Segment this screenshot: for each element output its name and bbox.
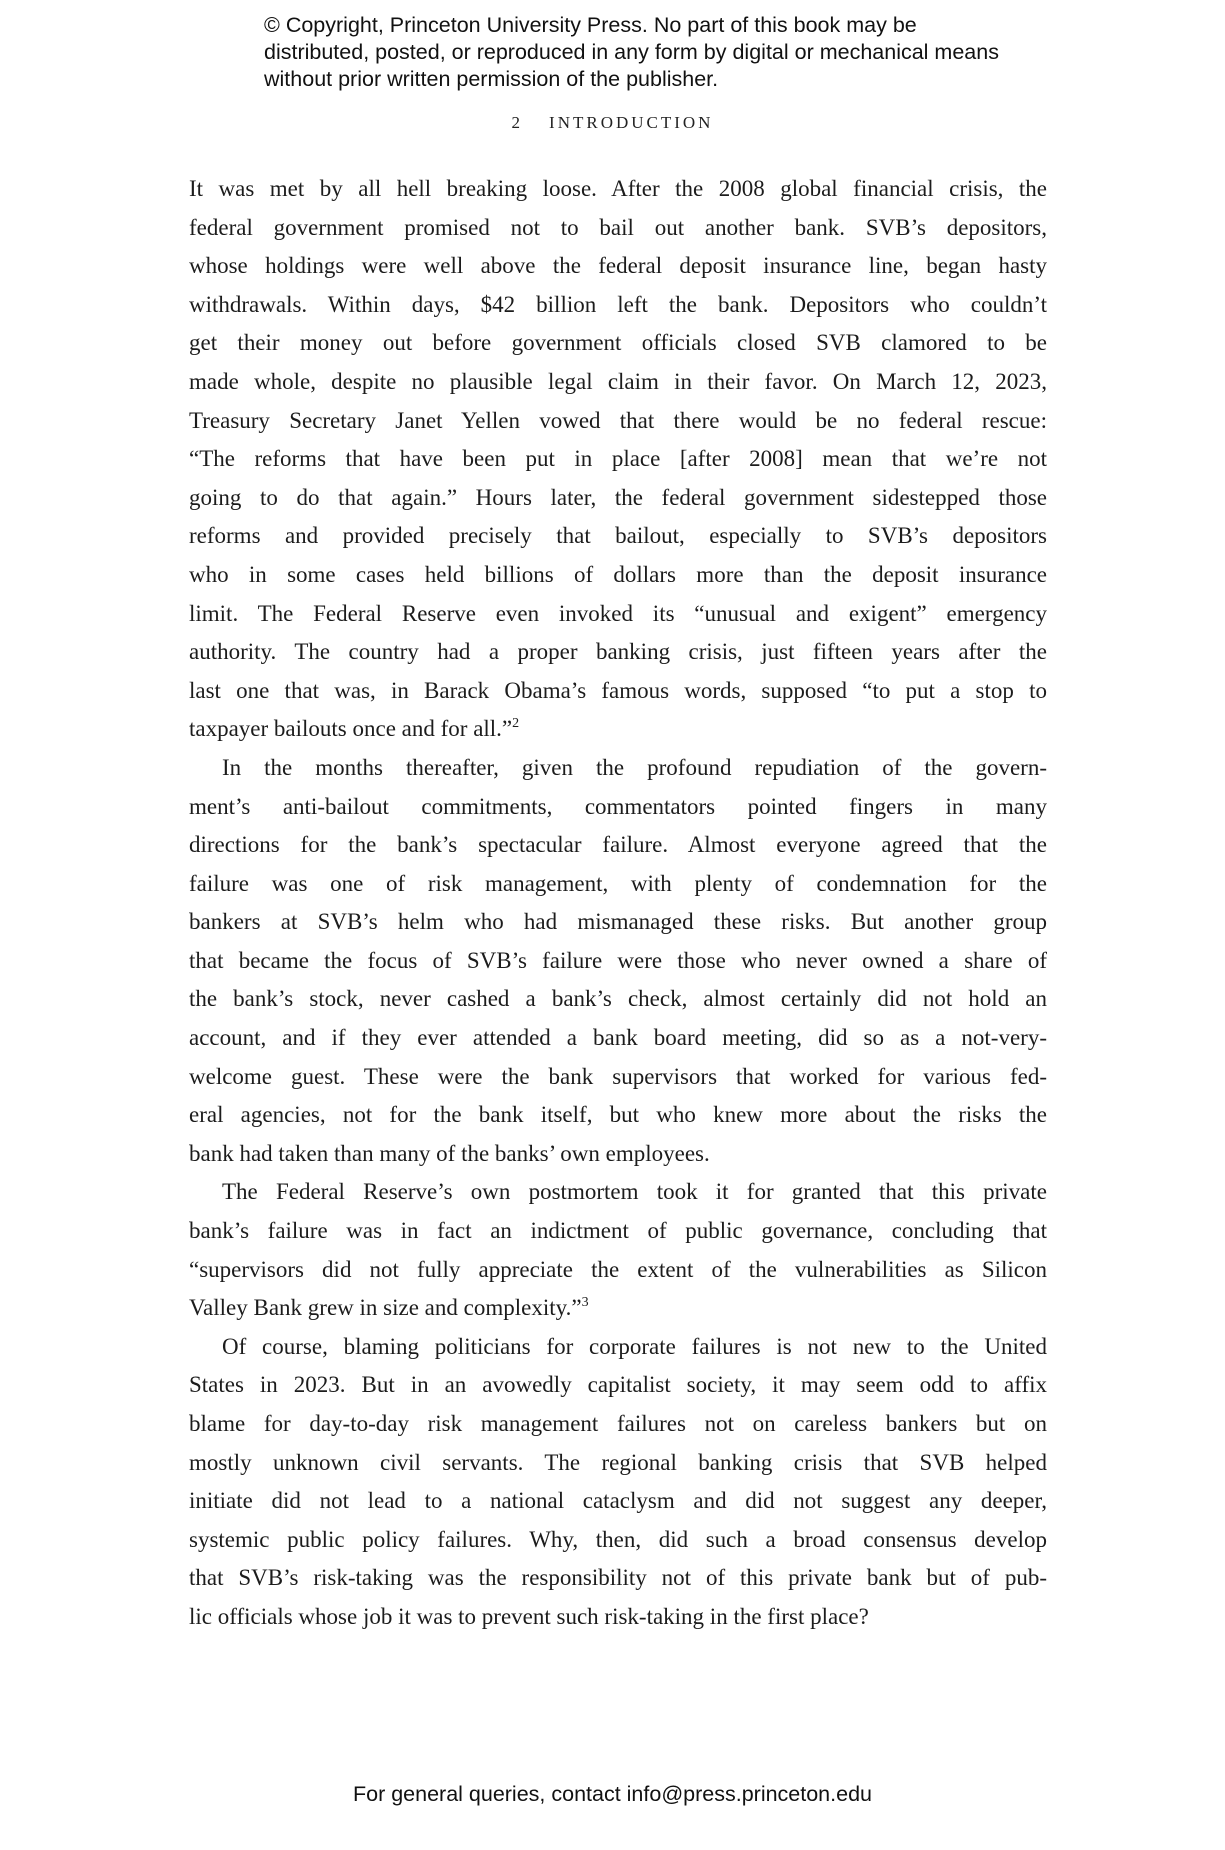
line-text: “supervisors did not fully appreciate the extent of the vulnerabilities as Silicon — [189, 1256, 1047, 1282]
text-line — [189, 633, 1047, 672]
text-line — [189, 1058, 1047, 1097]
line-text: Treasury Secretary Janet Yellen vowed that there would be no federal rescue: — [189, 407, 1047, 433]
line-text: welcome guest. These were the bank supervisors that worked for various fed- — [189, 1063, 1047, 1089]
line-text: bankers at SVB’s helm who had mismanaged these risks. But another group — [189, 909, 1047, 935]
text-line — [189, 1598, 1047, 1637]
line-text: get their money out before government officials closed SVB clamored to be — [189, 330, 1047, 356]
text-line — [189, 749, 1047, 788]
line-text: Of course, blaming politicians for corporate failures is not new to the United — [222, 1333, 1047, 1359]
line-text: mostly unknown civil servants. The regional banking crisis that SVB helped — [189, 1449, 1047, 1475]
line-text: taxpayer bailouts once and for all.” — [189, 716, 513, 742]
text-line — [189, 788, 1047, 827]
line-text: ment’s anti-bailout commitments, commentators pointed fingers in many — [189, 793, 1047, 819]
page-number: 2 — [511, 113, 524, 132]
line-text: made whole, despite no plausible legal claim in their favor. On March 12, 2023, — [189, 368, 1047, 394]
text-line — [189, 1444, 1047, 1483]
line-text: “The reforms that have been put in place [after 2008] mean that we’re not — [189, 446, 1047, 472]
line-text: In the months thereafter, given the profound repudiation of the govern- — [222, 754, 1047, 780]
text-line — [189, 1405, 1047, 1444]
line-text: federal government promised not to bail out another bank. SVB’s depositors, — [189, 214, 1047, 240]
line-text: The Federal Reserve’s own postmortem took it for granted that this private — [222, 1179, 1047, 1205]
text-line — [189, 1019, 1047, 1058]
text-line — [189, 826, 1047, 865]
text-line — [189, 1328, 1047, 1367]
text-line — [189, 363, 1047, 402]
text-line — [189, 903, 1047, 942]
line-text: the bank’s stock, never cashed a bank’s check, almost certainly did not hold an — [189, 986, 1047, 1012]
text-line — [189, 556, 1047, 595]
line-text: failure was one of risk management, with plenty of condemnation for the — [189, 870, 1047, 896]
line-text: account, and if they ever attended a bank board meeting, did so as a not-very- — [189, 1025, 1047, 1051]
text-line — [189, 1521, 1047, 1560]
running-head — [0, 113, 1225, 133]
text-line — [189, 1096, 1047, 1135]
line-text: eral agencies, not for the bank itself, but who knew more about the risks the — [189, 1102, 1047, 1128]
copyright-notice: © Copyright, Princeton University Press. No part of this book may be distributed, posted, or reproduced in any form by digital or mechanical means without prior written permission of the publisher. — [264, 13, 999, 91]
text-line — [189, 942, 1047, 981]
text-line — [189, 710, 1047, 749]
paragraph — [189, 1328, 1047, 1637]
text-line — [189, 209, 1047, 248]
text-line — [189, 517, 1047, 556]
line-text: States in 2023. But in an avowedly capitalist society, it may seem odd to affix — [189, 1372, 1047, 1398]
text-line — [189, 1559, 1047, 1598]
text-line — [189, 1366, 1047, 1405]
line-text: bank’s failure was in fact an indictment of public governance, concluding that — [189, 1218, 1047, 1244]
paragraph — [189, 170, 1047, 749]
text-line — [189, 1173, 1047, 1212]
line-text: Valley Bank grew in size and complexity.” — [189, 1295, 582, 1321]
line-text: initiate did not lead to a national cataclysm and did not suggest any deeper, — [189, 1488, 1047, 1514]
text-line — [189, 672, 1047, 711]
text-line — [189, 440, 1047, 479]
text-line — [189, 1289, 1047, 1328]
chapter-title: INTRODUCTION — [549, 113, 714, 132]
line-text: blame for day-to-day risk management failures not on careless bankers but on — [189, 1411, 1047, 1436]
text-line — [189, 595, 1047, 634]
text-line — [189, 1482, 1047, 1521]
line-text: going to do that again.” Hours later, the federal government sidestepped those — [189, 484, 1047, 510]
line-text: systemic public policy failures. Why, then, did such a broad consensus develop — [189, 1526, 1047, 1552]
line-text: whose holdings were well above the federal deposit insurance line, began hasty — [189, 253, 1047, 279]
line-text: reforms and provided precisely that bailout, especially to SVB’s depositors — [189, 523, 1047, 549]
line-text: that became the focus of SVB’s failure were those who never owned a share of — [189, 947, 1047, 973]
text-line — [189, 1135, 1047, 1174]
text-line — [189, 402, 1047, 441]
footnote-marker[interactable]: 3 — [581, 1295, 589, 1311]
line-text: lic officials whose job it was to prevent such risk-taking in the first place? — [189, 1603, 869, 1629]
line-text: withdrawals. Within days, $42 billion left the bank. Depositors who couldn’t — [189, 291, 1047, 317]
footer-contact: For general queries, contact info@press.princeton.edu — [352, 1782, 872, 1806]
paragraph — [189, 1173, 1047, 1327]
text-line — [189, 170, 1047, 209]
line-text: authority. The country had a proper banking crisis, just fifteen years after the — [189, 639, 1047, 665]
line-text: bank had taken than many of the banks’ own employees. — [189, 1140, 710, 1166]
text-line — [189, 324, 1047, 363]
line-text: last one that was, in Barack Obama’s famous words, supposed “to put a stop to — [189, 677, 1047, 703]
text-line — [189, 1212, 1047, 1251]
paragraph — [189, 749, 1047, 1174]
line-text: directions for the bank’s spectacular failure. Almost everyone agreed that the — [189, 832, 1047, 858]
text-line — [189, 980, 1047, 1019]
text-line — [189, 479, 1047, 518]
line-text: limit. The Federal Reserve even invoked its “unusual and exigent” emergency — [189, 600, 1047, 626]
text-line — [189, 1251, 1047, 1290]
footnote-marker[interactable]: 2 — [512, 716, 520, 732]
body-text — [189, 170, 1047, 1637]
line-text: who in some cases held billions of dollars more than the deposit insurance — [189, 561, 1047, 587]
text-line — [189, 247, 1047, 286]
text-line — [189, 286, 1047, 325]
line-text: It was met by all hell breaking loose. After the 2008 global financial crisis, the — [189, 176, 1047, 201]
line-text: that SVB’s risk-taking was the responsibility not of this private bank but of pub- — [189, 1565, 1047, 1591]
text-line — [189, 865, 1047, 904]
